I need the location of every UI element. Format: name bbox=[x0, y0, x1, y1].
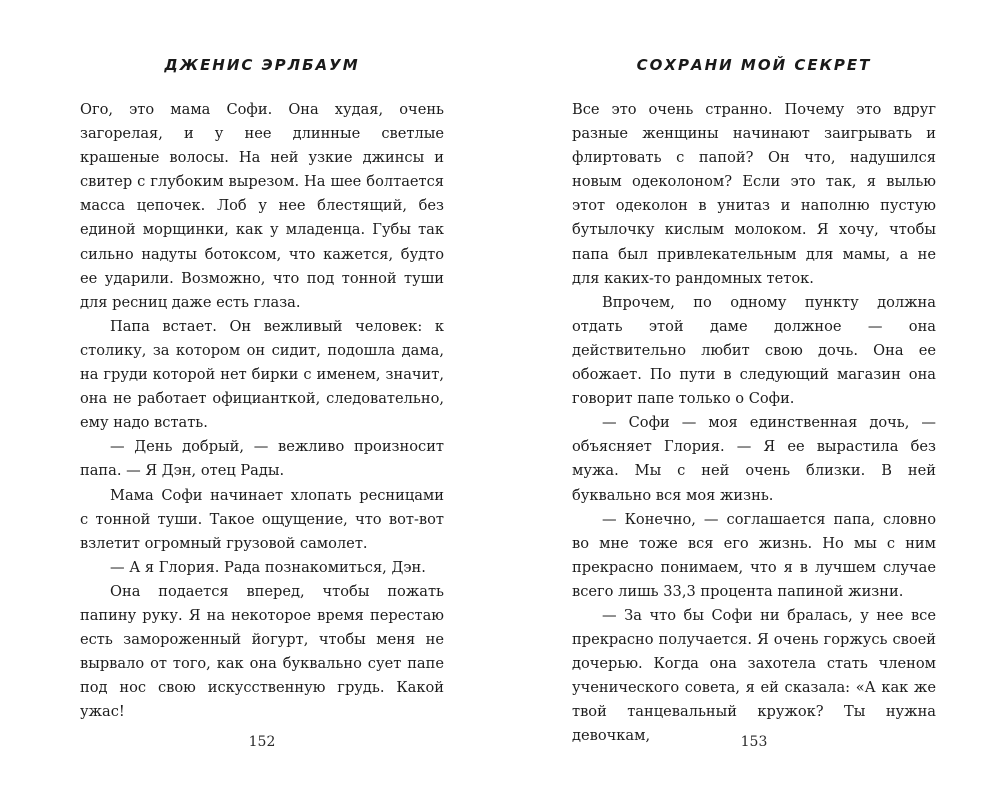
paragraph: — Софи — моя единственная дочь, — объясняет Глория. — Я ее вырастила без мужа. Мы с ней очень близки. В ней буквально вся моя жизнь. bbox=[572, 414, 936, 504]
paragraph: Она подается вперед, чтобы пожать папину руку. Я на некоторое время перестаю есть замороженный йогурт, чтобы меня не вырвало от того, как она буквально сует папе под нос свою искусственную грудь. Какой ужас! bbox=[80, 582, 444, 721]
paragraph: Все это очень странно. Почему это вдруг разные женщины начинают заигрывать и флиртовать с папой? Он что, надушился новым одеколоном? Если это так, я вылью этот одеколон в унитаз и наполню пустую бутылочку кислым молоком. Я хочу, чтобы папа был привлекательным для мамы, а не для каких-то рандомных теток. bbox=[572, 101, 936, 287]
page-number: 152 bbox=[248, 734, 276, 750]
right-page bbox=[572, 0, 936, 800]
paragraph: — А я Глория. Рада познакомиться, Дэн. bbox=[110, 558, 426, 576]
paragraph: — За что бы Софи ни бралась, у нее все прекрасно получается. Я очень горжусь своей дочерью. Когда она захотела стать членом ученического совета, я ей сказала: «А как же твой танцевальный кружок? Ты нужна девочкам, bbox=[572, 606, 936, 745]
paragraph: Папа встает. Он вежливый человек: к столику, за котором он сидит, подошла дама, на груди которой нет бирки с именем, значит, она не работает официанткой, следовательно, ему надо встать. bbox=[80, 317, 444, 432]
paragraph: — День добрый, — вежливо произносит папа. — Я Дэн, отец Рады. bbox=[80, 438, 444, 480]
page-number: 153 bbox=[740, 734, 768, 750]
paragraph: — Конечно, — соглашается папа, словно во мне тоже вся его жизнь. Но мы с ним прекрасно понимаем, что я в лучшем случае всего лишь 33,3 процента папиной жизни. bbox=[572, 510, 936, 600]
right-page-text bbox=[572, 98, 936, 749]
running-head-author: ДЖЕНИС ЭРЛБАУМ bbox=[164, 56, 360, 74]
paragraph: Впрочем, по одному пункту должна отдать этой даме должное — она действительно любит свою дочь. Она ее обожает. По пути в следующий магазин она говорит папе только о Софи. bbox=[572, 293, 936, 408]
left-page-text bbox=[80, 98, 444, 724]
paragraph: Ого, это мама Софи. Она худая, очень загорелая, и у нее длинные светлые крашеные волосы. На ней узкие джинсы и свитер с глубоким вырезом. На шее болтается масса цепочек. Лоб у нее блестящий, без единой морщинки, как у младенца. Губы так сильно надуты ботоксом, что кажется, будто ее ударили. Возможно, что под тонной туши для ресниц даже есть глаза. bbox=[80, 101, 444, 311]
paragraph: Мама Софи начинает хлопать ресницами с тонной туши. Такое ощущение, что вот-вот взлетит огромный грузовой самолет. bbox=[80, 486, 444, 552]
running-head-title: СОХРАНИ МОЙ СЕКРЕТ bbox=[636, 56, 872, 74]
left-page bbox=[80, 0, 444, 800]
